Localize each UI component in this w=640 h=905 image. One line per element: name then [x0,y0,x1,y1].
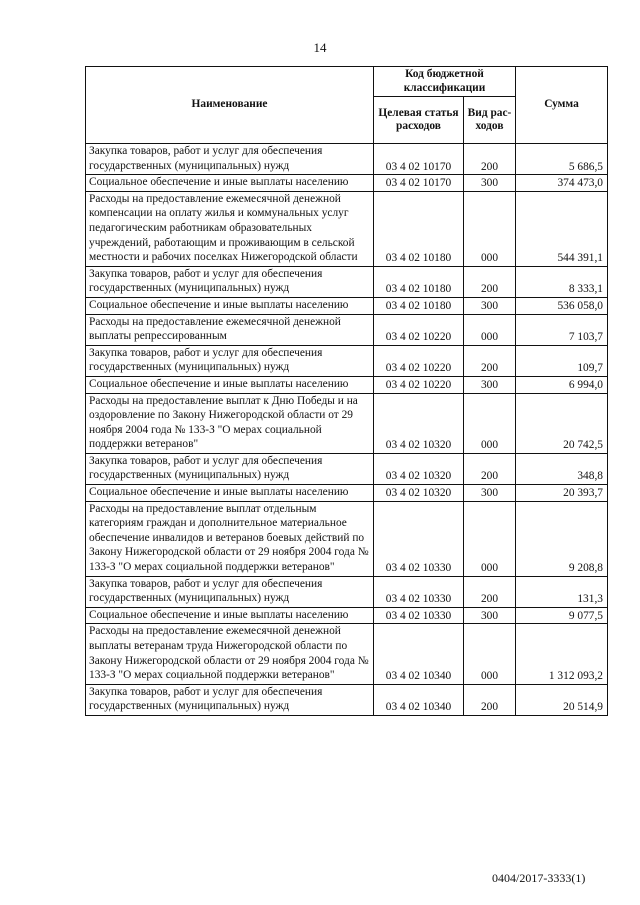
table-row [86,501,608,576]
row-name-cell: Социальное обеспечение и иные выплаты населению [86,376,374,393]
row-type-cell: 200 [464,345,516,376]
row-type-cell: 300 [464,485,516,502]
row-name-cell: Расходы на предоставление ежемесячной денежной выплаты репрессированным [86,314,374,345]
row-code-cell: 03 4 02 10340 [374,624,464,684]
table-row [86,191,608,266]
header-amount: Сумма [516,67,608,144]
row-type-cell: 000 [464,191,516,266]
row-type-cell: 200 [464,266,516,297]
row-amount-cell: 20 514,9 [516,684,608,715]
table-row [86,684,608,715]
row-type-cell: 000 [464,393,516,453]
row-type-cell: 200 [464,684,516,715]
row-code-cell: 03 4 02 10330 [374,607,464,624]
row-code-cell: 03 4 02 10220 [374,314,464,345]
row-code-cell: 03 4 02 10170 [374,144,464,175]
table-row [86,376,608,393]
row-amount-cell: 8 333,1 [516,266,608,297]
row-type-cell: 000 [464,501,516,576]
page-number: 14 [313,40,327,55]
header-expense-type: Вид рас-ходов [464,97,516,144]
row-code-cell: 03 4 02 10180 [374,191,464,266]
row-name-cell: Социальное обеспечение и иные выплаты населению [86,485,374,502]
row-amount-cell: 5 686,5 [516,144,608,175]
header-code-group: Код бюджетной классификации [374,67,516,97]
row-name-cell: Социальное обеспечение и иные выплаты населению [86,607,374,624]
row-code-cell: 03 4 02 10320 [374,393,464,453]
row-code-cell: 03 4 02 10220 [374,345,464,376]
row-name-cell: Закупка товаров, работ и услуг для обеспечения государственных (муниципальных) нужд [86,345,374,376]
table-row [86,624,608,684]
row-amount-cell: 536 058,0 [516,297,608,314]
row-type-cell: 000 [464,624,516,684]
row-amount-cell: 9 077,5 [516,607,608,624]
row-type-cell: 200 [464,576,516,607]
row-amount-cell: 20 742,5 [516,393,608,453]
header-name: Наименование [86,67,374,144]
table-row [86,453,608,484]
row-code-cell: 03 4 02 10220 [374,376,464,393]
row-code-cell: 03 4 02 10180 [374,266,464,297]
row-name-cell: Расходы на предоставление выплат отдельным категориям граждан и дополнительное материальное обеспечение инвалидов и ветеранов боевых действий по Закону Нижегородской области от 29 ноября 2004 года № 133-З "О мерах социальной поддержки ветеранов" [86,501,374,576]
row-code-cell: 03 4 02 10170 [374,175,464,192]
row-name-cell: Закупка товаров, работ и услуг для обеспечения государственных (муниципальных) нужд [86,684,374,715]
row-code-cell: 03 4 02 10330 [374,501,464,576]
row-name-cell: Закупка товаров, работ и услуг для обеспечения государственных (муниципальных) нужд [86,266,374,297]
budget-table [85,66,608,716]
row-amount-cell: 131,3 [516,576,608,607]
table-row [86,144,608,175]
row-code-cell: 03 4 02 10320 [374,485,464,502]
row-type-cell: 000 [464,314,516,345]
row-code-cell: 03 4 02 10330 [374,576,464,607]
row-name-cell: Социальное обеспечение и иные выплаты населению [86,297,374,314]
table-row [86,607,608,624]
row-name-cell: Расходы на предоставление ежемесячной денежной выплаты ветеранам труда Нижегородской области по Закону Нижегородской области от 29 ноября 2004 года № 133-З "О мерах социальной поддержки ветеранов" [86,624,374,684]
row-type-cell: 200 [464,453,516,484]
table-row [86,175,608,192]
row-type-cell: 300 [464,607,516,624]
row-amount-cell: 1 312 093,2 [516,624,608,684]
row-amount-cell: 109,7 [516,345,608,376]
row-name-cell: Расходы на предоставление выплат к Дню Победы и на оздоровление по Закону Нижегородской области от 29 ноября 2004 года № 133-З "О мерах социальной поддержки ветеранов" [86,393,374,453]
row-amount-cell: 544 391,1 [516,191,608,266]
table-row [86,266,608,297]
row-code-cell: 03 4 02 10320 [374,453,464,484]
row-amount-cell: 7 103,7 [516,314,608,345]
row-code-cell: 03 4 02 10340 [374,684,464,715]
row-name-cell: Расходы на предоставление ежемесячной денежной компенсации на оплату жилья и коммунальных услуг педагогическим работникам образовательных учреждений, работающим и проживающим в сельской местности и рабочих поселках Нижегородской области [86,191,374,266]
table-row [86,485,608,502]
row-amount-cell: 9 208,8 [516,501,608,576]
row-name-cell: Закупка товаров, работ и услуг для обеспечения государственных (муниципальных) нужд [86,576,374,607]
table-row [86,393,608,453]
row-amount-cell: 20 393,7 [516,485,608,502]
row-name-cell: Закупка товаров, работ и услуг для обеспечения государственных (муниципальных) нужд [86,144,374,175]
document-number: 0404/2017-3333(1) [492,871,586,885]
row-type-cell: 300 [464,297,516,314]
row-amount-cell: 6 994,0 [516,376,608,393]
table-row [86,297,608,314]
row-name-cell: Закупка товаров, работ и услуг для обеспечения государственных (муниципальных) нужд [86,453,374,484]
table-body [86,144,608,716]
row-amount-cell: 348,8 [516,453,608,484]
table-row [86,576,608,607]
table-header [86,67,608,144]
table-row [86,345,608,376]
table-row [86,314,608,345]
row-type-cell: 200 [464,144,516,175]
row-type-cell: 300 [464,175,516,192]
row-code-cell: 03 4 02 10180 [374,297,464,314]
row-type-cell: 300 [464,376,516,393]
row-name-cell: Социальное обеспечение и иные выплаты населению [86,175,374,192]
row-amount-cell: 374 473,0 [516,175,608,192]
header-target-article: Целевая статья расходов [374,97,464,144]
